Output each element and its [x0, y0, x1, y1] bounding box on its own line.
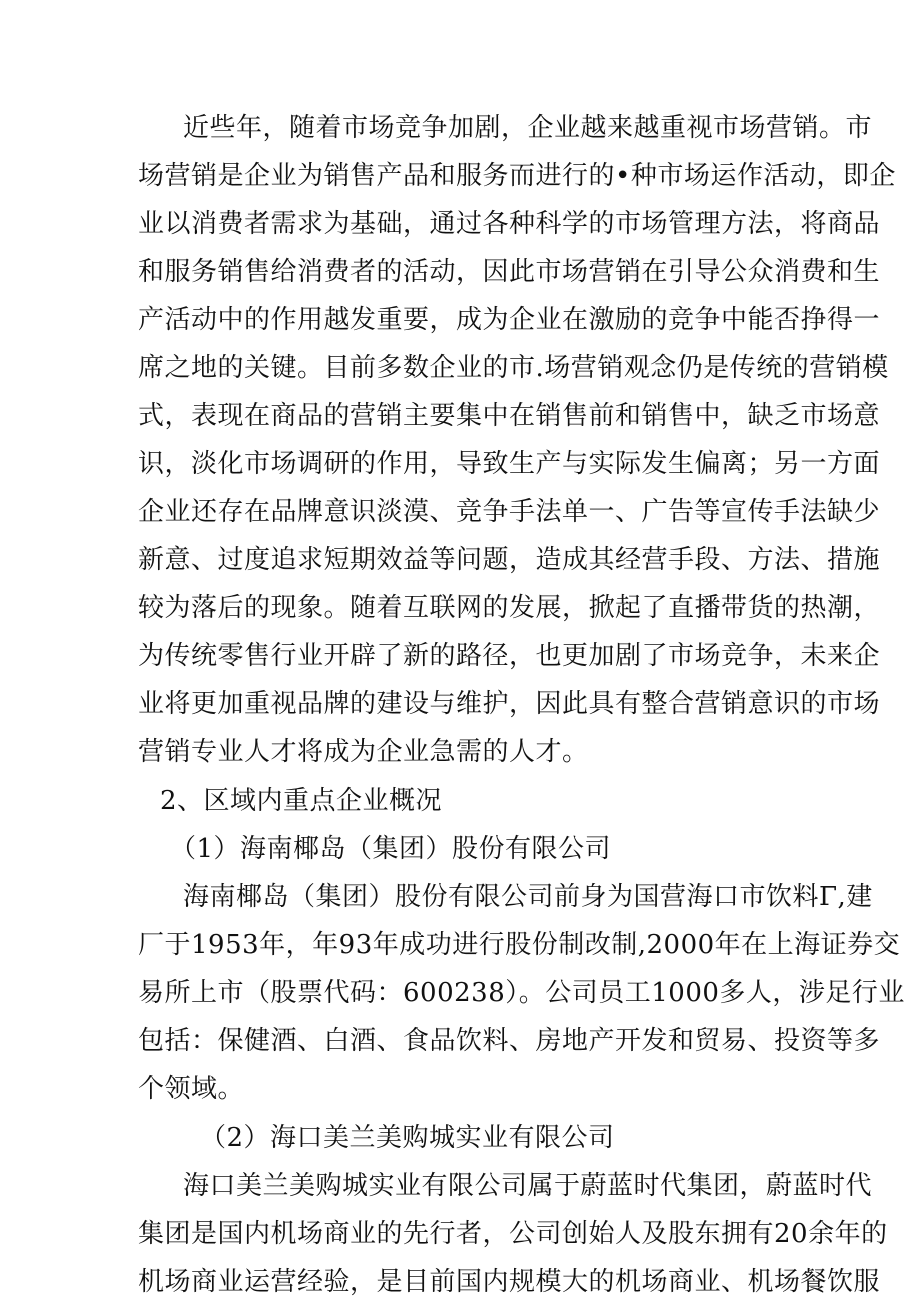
paragraph-line: 较为落后的现象。随着互联网的发展，掀起了直播带货的热潮， — [138, 593, 881, 623]
paragraph-line: 式，表现在商品的营销主要集中在销售前和销售中，缺乏市场意 — [138, 401, 881, 431]
paragraph-line: 新意、过度追求短期效益等问题，造成其经营手段、方法、措施 — [138, 545, 881, 575]
paragraph-line: 产活动中的作用越发重要，成为企业在激励的竞争中能否挣得一 — [138, 305, 881, 335]
company-1-line: 海南椰岛（集团）股份有限公司前身为国营海口市饮料Γ,建 — [183, 882, 873, 912]
company-1-line: 个领域。 — [138, 1074, 245, 1104]
company-1-line: 包括：保健酒、白酒、食品饮料、房地产开发和贸易、投资等多 — [138, 1026, 881, 1056]
company-1-heading: （1）海南椰岛（集团）股份有限公司 — [170, 834, 612, 864]
paragraph-line: 营销专业人才将成为企业急需的人才。 — [138, 737, 589, 767]
company-1-line: 易所上市（股票代码：600238）。公司员工1000多人，涉足行业 — [138, 978, 905, 1008]
paragraph-line: 为传统零售行业开辟了新的路径，也更加剧了市场竞争，未来企 — [138, 641, 881, 671]
company-2-line: 机场商业运营经验，是目前国内规模大的机场商业、机场餐饮服 — [138, 1267, 881, 1297]
paragraph-line: 企业还存在品牌意识淡漠、竞争手法单一、广告等宣传手法缺少 — [138, 497, 881, 527]
company-2-line: 集团是国内机场商业的先行者，公司创始人及股东拥有20余年的 — [138, 1219, 888, 1249]
paragraph-line: 识，淡化市场调研的作用，导致生产与实际发生偏离；另一方面 — [138, 449, 881, 479]
company-2-line: 海口美兰美购城实业有限公司属于蔚蓝时代集团，蔚蓝时代 — [183, 1171, 873, 1201]
paragraph-line: 业将更加重视品牌的建设与维护，因此具有整合营销意识的市场 — [138, 689, 881, 719]
paragraph-line: 场营销是企业为销售产品和服务而进行的•种市场运作活动，即企 — [138, 161, 896, 191]
paragraph-line: 席之地的关键。目前多数企业的市.场营销观念仍是传统的营销模 — [138, 353, 889, 383]
section-heading: 2、区域内重点企业概况 — [160, 786, 443, 816]
company-2-heading: （2）海口美兰美购城实业有限公司 — [200, 1123, 615, 1153]
paragraph-line: 业以消费者需求为基础，通过各种科学的市场管理方法，将商品 — [138, 209, 881, 239]
company-1-line: 厂于1953年，年93年成功进行股份制改制,2000年在上海证券交 — [138, 930, 901, 960]
paragraph-line: 和服务销售给消费者的活动，因此市场营销在引导公众消费和生 — [138, 257, 881, 287]
paragraph-line: 近些年，随着市场竞争加剧，企业越来越重视市场营销。市 — [183, 113, 873, 143]
